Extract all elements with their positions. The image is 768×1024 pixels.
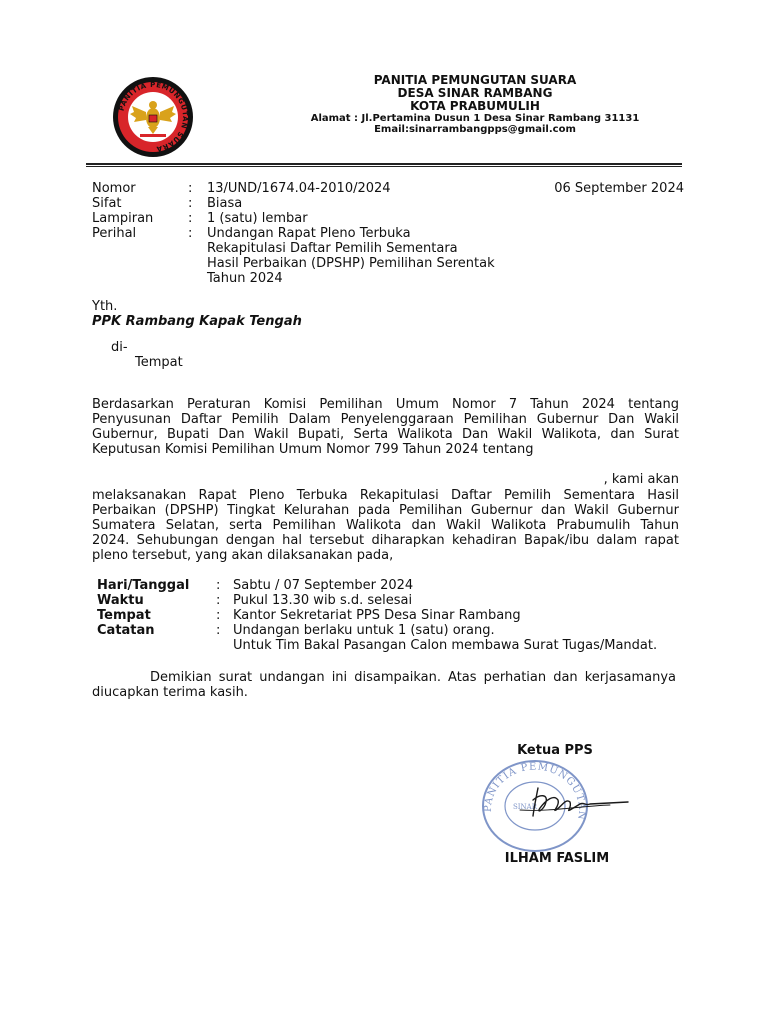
recipient-tempat: Tempat bbox=[135, 355, 183, 370]
meta-value-perihal-line4: Tahun 2024 bbox=[207, 271, 283, 286]
letterhead-email: Email:sinarrambangpps@gmail.com bbox=[374, 124, 576, 135]
letterhead-line2: DESA SINAR RAMBANG bbox=[397, 86, 553, 100]
meta-label-lampiran: Lampiran bbox=[92, 211, 154, 226]
recipient-yth: Yth. bbox=[92, 299, 118, 314]
detail-label-waktu: Waktu bbox=[97, 593, 144, 608]
meta-value-perihal: Undangan Rapat Pleno Terbuka bbox=[207, 226, 411, 241]
para1-line1: Berdasarkan Peraturan Komisi Pemilihan Umum Nomor 7 Tahun 2024 tentang bbox=[92, 397, 679, 412]
meta-colon: : bbox=[188, 226, 193, 241]
signature-title: Ketua PPS bbox=[517, 743, 593, 758]
meta-value-perihal-line3: Hasil Perbaikan (DPSHP) Pemilihan Serentak bbox=[207, 256, 495, 271]
meta-label-nomor: Nomor bbox=[92, 181, 136, 196]
meta-label-sifat: Sifat bbox=[92, 196, 122, 211]
para2-line1: melaksanakan Rapat Pleno Terbuka Rekapitulasi Daftar Pemilih Sementara Hasil bbox=[92, 488, 679, 503]
recipient-name: PPK Rambang Kapak Tengah bbox=[92, 314, 302, 329]
svg-text:PANITIA PEMUNGUTAN SUARA bbox=[118, 81, 189, 153]
letterhead-address: Alamat : Jl.Pertamina Dusun 1 Desa Sinar Rambang 31131 bbox=[310, 113, 640, 124]
detail-value-hari-tanggal: Sabtu / 07 September 2024 bbox=[233, 578, 414, 593]
recipient-di: di- bbox=[111, 340, 128, 355]
detail-value-waktu: Pukul 13.30 wib s.d. selesai bbox=[233, 593, 413, 608]
signatory-name: ILHAM FASLIM bbox=[504, 851, 610, 866]
meta-value-sifat: Biasa bbox=[207, 196, 243, 211]
handwritten-signature bbox=[500, 780, 635, 825]
detail-label-catatan: Catatan bbox=[97, 623, 155, 638]
stamp-inner-text: SINAR bbox=[513, 803, 538, 811]
para2-line2: Perbaikan (DPSHP) Tingkat Kelurahan pada Pemilihan Gubernur dan Wakil Gubernur bbox=[92, 503, 679, 518]
letterhead-divider bbox=[86, 163, 682, 167]
detail-colon: : bbox=[216, 623, 221, 638]
para1-line2: Penyusunan Daftar Pemilih Dalam Penyelenggaraan Pemilihan Gubernur Dan Wakil bbox=[92, 412, 679, 427]
para2-line5: pleno tersebut, yang akan dilaksanakan pada, bbox=[92, 548, 394, 563]
letterhead-line1: PANITIA PEMUNGUTAN SUARA bbox=[373, 73, 577, 87]
para1-line3: Gubernur, Bupati Dan Wakil Bupati, Serta Walikota Dan Wakil Walikota, dan Surat bbox=[92, 427, 679, 442]
detail-value-catatan-line2: Untuk Tim Bakal Pasangan Calon membawa Surat Tugas/Mandat. bbox=[233, 638, 658, 653]
detail-label-hari-tanggal: Hari/Tanggal bbox=[97, 578, 190, 593]
detail-colon: : bbox=[216, 593, 221, 608]
detail-value-tempat: Kantor Sekretariat PPS Desa Sinar Rambang bbox=[233, 608, 521, 623]
meta-value-lampiran: 1 (satu) lembar bbox=[207, 211, 308, 226]
kpu-logo bbox=[112, 76, 194, 158]
detail-label-tempat: Tempat bbox=[97, 608, 151, 623]
meta-value-nomor: 13/UND/1674.04-2010/2024 bbox=[207, 181, 391, 196]
meta-colon: : bbox=[188, 181, 193, 196]
para1-line4: Keputusan Komisi Pemilihan Umum Nomor 799 Tahun 2024 tentang bbox=[92, 442, 534, 457]
meta-label-perihal: Perihal bbox=[92, 226, 137, 241]
meta-value-perihal-line2: Rekapitulasi Daftar Pemilih Sementara bbox=[207, 241, 458, 256]
meta-colon: : bbox=[188, 196, 193, 211]
logo-ring-text: PANITIA PEMUNGUTAN SUARA bbox=[117, 80, 190, 153]
para2-line4: 2024. Sehubungan dengan hal tersebut diharapkan kehadiran Bapak/ibu dalam rapat bbox=[92, 533, 679, 548]
detail-colon: : bbox=[216, 578, 221, 593]
closing-line2: diucapkan terima kasih. bbox=[92, 685, 248, 700]
meta-colon: : bbox=[188, 211, 193, 226]
detail-value-catatan: Undangan berlaku untuk 1 (satu) orang. bbox=[233, 623, 495, 638]
para1-kami-akan: , kami akan bbox=[603, 472, 679, 487]
letterhead-line3: KOTA PRABUMULIH bbox=[410, 99, 540, 113]
closing-line1: Demikian surat undangan ini disampaikan. Atas perhatian dan kerjasamanya bbox=[150, 670, 676, 685]
para2-line3: Sumatera Selatan, serta Pemilihan Walikota dan Wakil Walikota Prabumulih Tahun bbox=[92, 518, 679, 533]
letter-date: 06 September 2024 bbox=[554, 181, 684, 196]
detail-colon: : bbox=[216, 608, 221, 623]
stamp-ring-text: PANITIA PEMUNGUTAN bbox=[482, 761, 588, 822]
